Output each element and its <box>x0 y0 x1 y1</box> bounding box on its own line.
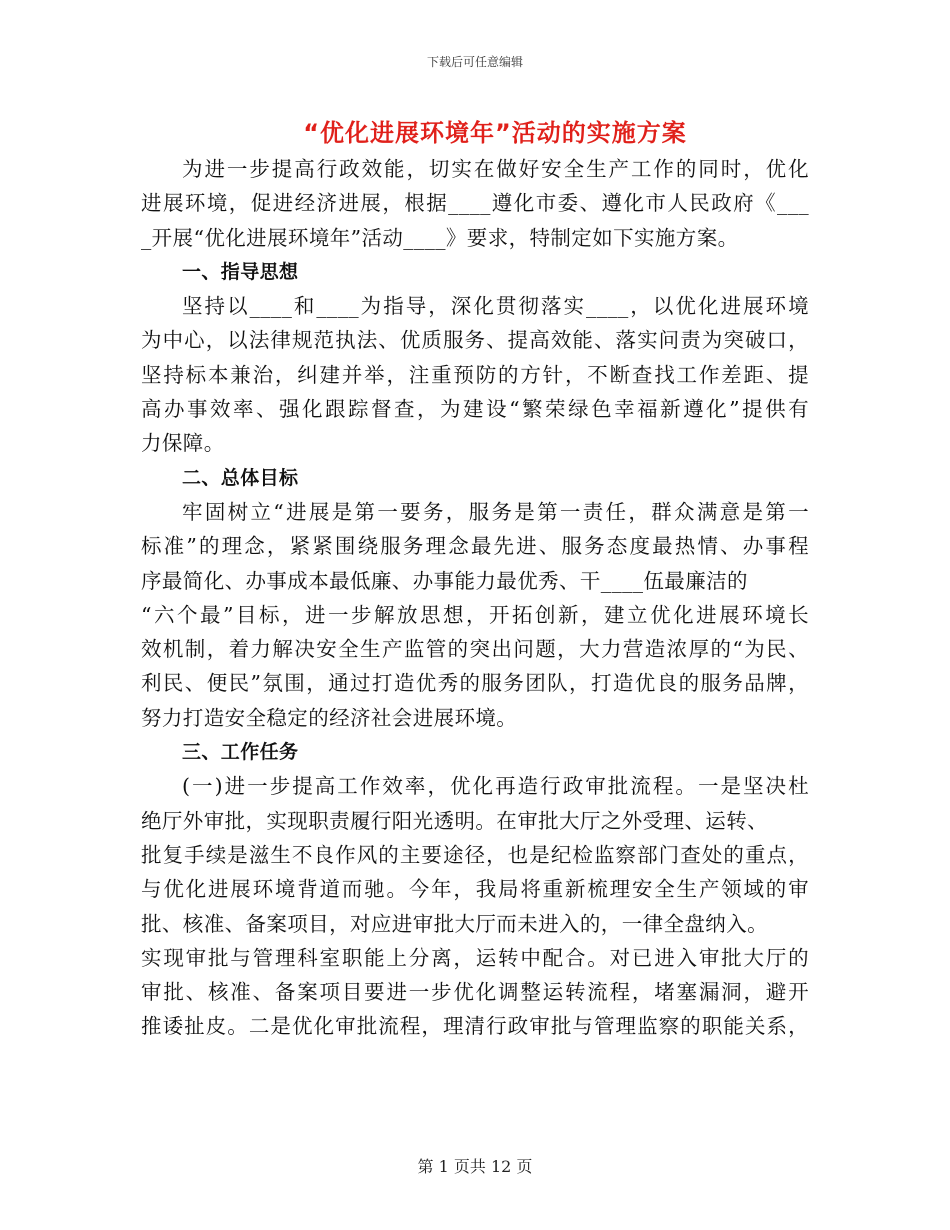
body-text-line: 审批、核准、备案项目要进一步优化调整运转流程，堵塞漏洞，避开 <box>141 980 809 1005</box>
body-text-line: 为中心，以法律规范执法、优质服务、提高效能、落实问责为突破口， <box>141 328 809 353</box>
body-text-line: 力保障。 <box>141 431 225 456</box>
section-heading: 三、工作任务 <box>182 741 299 764</box>
body-text-line: 利民、便民”氛围，通过打造优秀的服务团队，打造优良的服务品牌， <box>141 671 809 696</box>
section-heading: 一、指导思想 <box>182 260 299 283</box>
body-text-line: 努力打造安全稳定的经济社会进展环境。 <box>141 705 518 730</box>
body-text-line: 实现审批与管理科室职能上分离，运转中配合。对已进入审批大厅的 <box>141 945 809 970</box>
body-text-line: 坚持以____和____为指导，深化贯彻落实____，以优化进展环境 <box>182 294 809 319</box>
body-text-line: 进展环境，促进经济进展，根据____遵化市委、遵化市人民政府《___ <box>141 191 809 216</box>
body-text-line: 坚持标本兼治，纠建并举，注重预防的方针，不断查找工作差距、提 <box>141 362 809 387</box>
page-footer: 第 1 页共 12 页 <box>417 1157 533 1176</box>
body-text-line: 为进一步提高行政效能，切实在做好安全生产工作的同时，优化 <box>182 157 809 181</box>
body-text-line: 批复手续是滋生不良作风的主要途径，也是纪检监察部门查处的重点， <box>141 842 809 867</box>
body-text-line: (一)进一步提高工作效率，优化再造行政审批流程。一是坚决杜 <box>182 774 809 799</box>
body-text-line: 标准”的理念，紧紧围绕服务理念最先进、服务态度最热情、办事程 <box>141 534 809 559</box>
body-text-line: 推诿扯皮。二是优化审批流程，理清行政审批与管理监察的职能关系， <box>141 1014 809 1039</box>
body-text-line: 与优化进展环境背道而驰。今年，我局将重新梳理安全生产领域的审 <box>141 877 809 902</box>
body-text-line: 高办事效率、强化跟踪督查，为建设“繁荣绿色幸福新遵化”提供有 <box>141 397 809 422</box>
body-text-line: 序最简化、办事成本最低廉、办事能力最优秀、干____伍最廉洁的 <box>141 568 748 593</box>
body-text-line: “六个最”目标，进一步解放思想，开拓创新，建立优化进展环境长 <box>141 602 809 627</box>
body-text-line: 牢固树立“进展是第一要务，服务是第一责任，群众满意是第一 <box>182 499 809 524</box>
body-text-line: 绝厅外审批，实现职责履行阳光透明。在审批大厅之外受理、运转、 <box>141 808 768 833</box>
body-text-line: 批、核准、备案项目，对应进审批大厅而未进入的，一律全盘纳入。 <box>141 911 768 936</box>
body-text-line: 效机制，着力解决安全生产监管的突出问题，大力营造浓厚的“为民、 <box>141 637 809 662</box>
document-title: “优化进展环境年”活动的实施方案 <box>303 119 687 147</box>
section-heading: 二、总体目标 <box>182 466 299 489</box>
document-body <box>141 152 809 1044</box>
body-text-line: _开展“优化进展环境年”活动____》要求，特制定如下实施方案。 <box>141 225 739 250</box>
header-note: 下载后可任意编辑 <box>426 55 523 69</box>
